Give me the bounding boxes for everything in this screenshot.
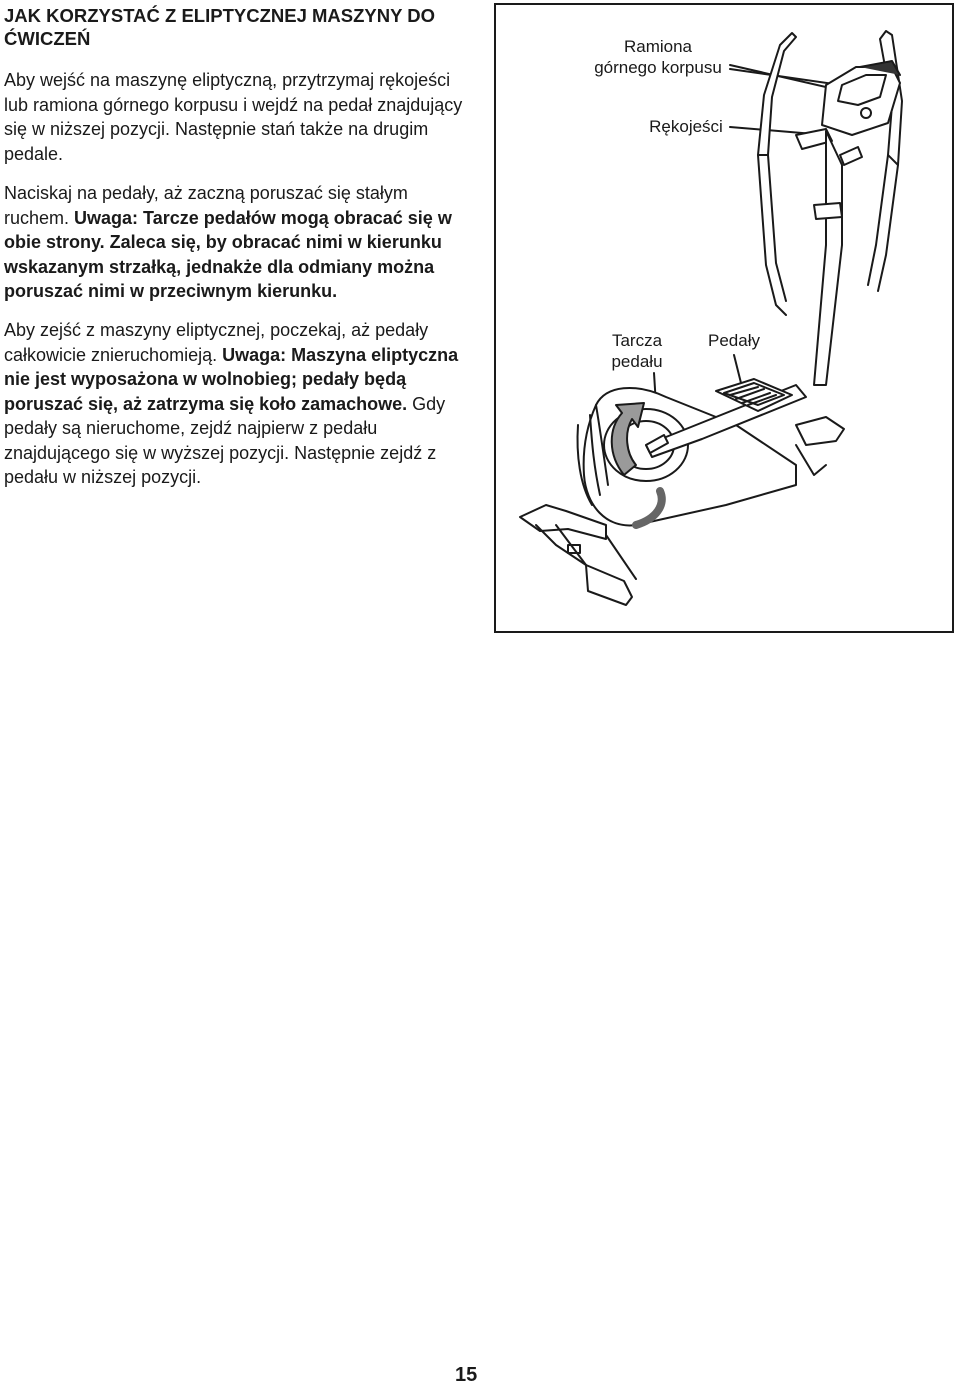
- instruction-text-column: [4, 0, 466, 487]
- section-heading: [4, 0, 466, 50]
- paragraph-dismounting-text-1: Aby zejść z maszyny eliptycznej, poczekaj, aż pedały całkowicie znieruchomieją.: [4, 320, 429, 365]
- paragraph-dismounting-text-2: Gdy pedały są nieruchome, zejdź najpierw z pedału znajdującego się w wyższej pozycji. Następnie zejdź z pedału w niższej pozycji.: [4, 393, 446, 487]
- left-upper-arm: [758, 33, 796, 155]
- label-pedal-disc-line-1: Tarcza: [611, 331, 663, 350]
- elliptical-figure: [494, 3, 954, 633]
- pulse-handle-right: [840, 147, 862, 165]
- label-upper-body-arms-line-1: Ramiona: [623, 37, 693, 56]
- heading-line-1: JAK KORZYSTAĆ Z ELIPTYCZNEJ MASZYNY DO: [4, 5, 436, 26]
- label-upper-body-arms: [578, 36, 738, 78]
- label-pedal-disc: [592, 330, 682, 372]
- center-column: [814, 131, 842, 385]
- elliptical-trainer-illustration: [496, 5, 952, 631]
- paragraph-pedaling: [4, 181, 466, 304]
- paragraph-dismounting: [4, 318, 466, 490]
- paragraph-dismounting-note: Uwaga: Maszyna eliptyczna nie jest wyposażona w wolnobieg; pedały będą poruszać się, aż zatrzyma się koło zamachowe.: [4, 344, 459, 414]
- paragraph-pedaling-note: Uwaga: Tarcze pedałów mogą obracać się w obie strony. Zaleca się, by obracać nimi w kierunku wskazanym strzałką, jednakże dla odmiany można poruszać nimi w przeciwnym kierunku.: [4, 207, 452, 301]
- paragraph-pedaling-text: Naciskaj na pedały, aż zaczną poruszać się stałym ruchem.: [4, 183, 408, 228]
- base-front: [796, 417, 844, 445]
- label-upper-body-arms-line-2: górnego korpusu: [594, 58, 722, 77]
- heading-line-2: ĆWICZEŃ: [4, 28, 91, 49]
- label-pedal-disc-line-2: pedału: [611, 352, 663, 371]
- label-handles: Rękojeści: [649, 117, 723, 136]
- base-foot: [586, 565, 632, 605]
- paragraph-mounting: Aby wejść na maszynę eliptyczną, przytrzymaj rękojeści lub ramiona górnego korpusu i wejdź na pedał znajdujący się w niższej pozycji. Następnie stań także na drugim pedale.: [4, 70, 463, 164]
- page-number: 15: [455, 1364, 478, 1386]
- label-pedals: Pedały: [708, 331, 760, 350]
- water-bottle-holder: [814, 203, 842, 219]
